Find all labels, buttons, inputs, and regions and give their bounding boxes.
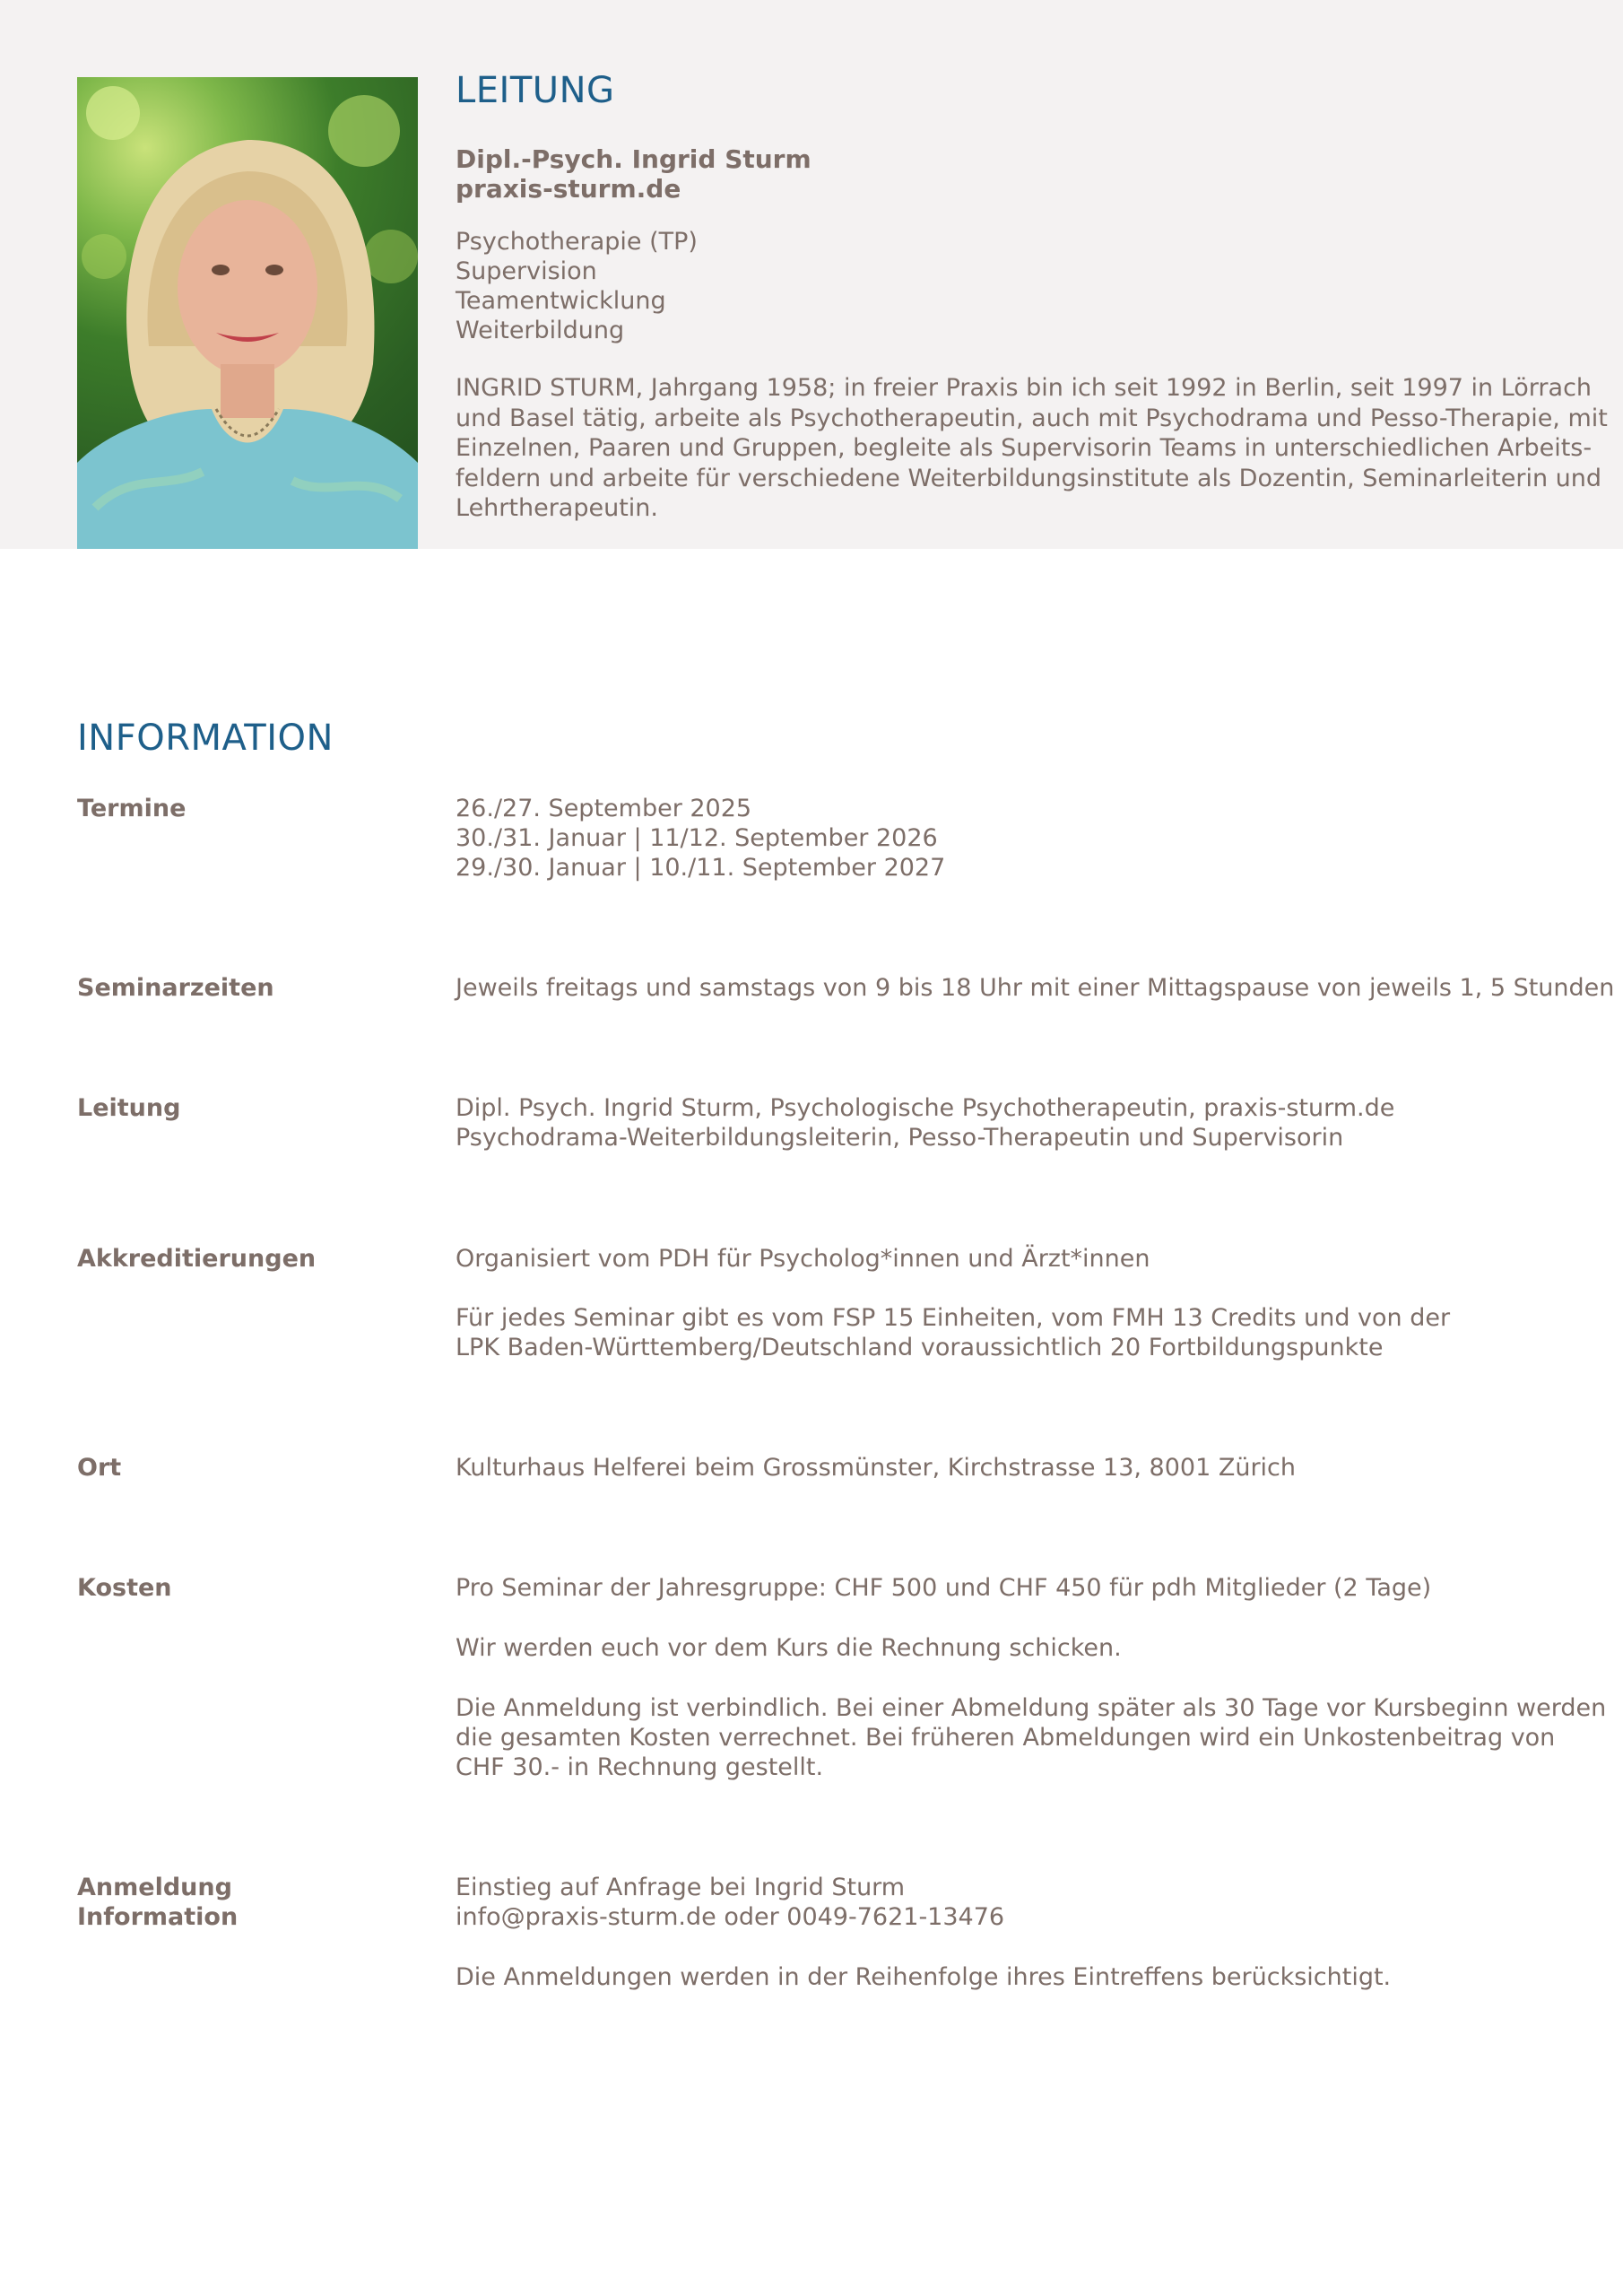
kosten-line: Wir werden euch vor dem Kurs die Rechnung schicken.: [456, 1634, 1122, 1662]
anmeldung-line: Die Anmeldungen werden in der Reihenfolge ihres Eintreffens berücksichtigt.: [456, 1963, 1392, 1991]
kosten-line: CHF 30.- in Rechnung gestellt.: [456, 1753, 824, 1781]
anmeldung-label: [77, 1873, 238, 1932]
service-item: Weiterbildung: [456, 317, 625, 344]
akkreditierungen-line: LPK Baden-Württemberg/Deutschland voraussichtlich 20 Fortbildungspunkte: [456, 1334, 1384, 1361]
seminarzeiten-label: Seminarzeiten: [77, 974, 274, 1002]
anmeldung-label-line: Information: [77, 1903, 239, 1931]
anmeldung-line: Einstieg auf Anfrage bei Ingrid Sturm: [456, 1874, 906, 1901]
ort-line: Kulturhaus Helferei beim Grossmünster, Kirchstrasse 13, 8001 Zürich: [456, 1454, 1297, 1482]
kosten-label: Kosten: [77, 1574, 172, 1602]
service-item: Psychotherapie (TP): [456, 228, 698, 256]
leitung-info-label: Leitung: [77, 1094, 181, 1122]
bio-line: Einzelnen, Paaren und Gruppen, begleite als Supervisorin Teams in unterschiedlichen Arbeits-: [456, 434, 1593, 462]
termine-label: Termine: [77, 795, 187, 822]
anmeldung-contact[interactable]: info@praxis-sturm.de oder 0049-7621-13476: [456, 1903, 1005, 1931]
leitung-website[interactable]: praxis-sturm.de: [456, 174, 681, 204]
ort-label: Ort: [77, 1454, 122, 1482]
information-heading: INFORMATION: [77, 718, 334, 759]
bio-line: Lehrtherapeutin.: [456, 494, 658, 522]
leitung-bio: [456, 373, 1608, 524]
service-item: Teamentwicklung: [456, 287, 666, 315]
bio-line: INGRID STURM, Jahrgang 1958; in freier Praxis bin ich seit 1992 in Berlin, seit 1997 in Lörrach: [456, 374, 1593, 402]
seminarzeiten-line: Jeweils freitags und samstags von 9 bis 18 Uhr mit einer Mittagspause von jeweils 1, 5 Stunden: [456, 974, 1615, 1002]
bio-line: feldern und arbeite für verschiedene Weiterbildungsinstitute als Dozentin, Seminarleiterin und: [456, 464, 1602, 492]
leitung-info-line: Psychodrama-Weiterbildungsleiterin, Pesso-Therapeutin und Supervisorin: [456, 1124, 1344, 1152]
akkreditierungen-line: Für jedes Seminar gibt es vom FSP 15 Einheiten, vom FMH 13 Credits und von der: [456, 1304, 1451, 1332]
bio-line: und Basel tätig, arbeite als Psychotherapeutin, auch mit Psychodrama und Pesso-Therapie, mit: [456, 404, 1608, 432]
kosten-line: die gesamten Kosten verrechnet. Bei früheren Abmeldungen wird ein Unkostenbeitrag von: [456, 1724, 1556, 1752]
termine-line: 30./31. Januar | 11/12. September 2026: [456, 824, 938, 852]
leitung-info-line: Dipl. Psych. Ingrid Sturm, Psychologische Psychotherapeutin, praxis-sturm.de: [456, 1094, 1395, 1122]
leitung-heading: LEITUNG: [456, 70, 615, 111]
leitung-name: Dipl.-Psych. Ingrid Sturm: [456, 144, 812, 174]
termine-line: 29./30. Januar | 10./11. September 2027: [456, 854, 946, 882]
kosten-line: Pro Seminar der Jahresgruppe: CHF 500 und CHF 450 für pdh Mitglieder (2 Tage): [456, 1574, 1432, 1602]
service-item: Supervision: [456, 257, 597, 285]
akkreditierungen-line: Organisiert vom PDH für Psycholog*innen und Ärzt*innen: [456, 1245, 1150, 1273]
anmeldung-label-line: Anmeldung: [77, 1874, 232, 1901]
kosten-line: Die Anmeldung ist verbindlich. Bei einer Abmeldung später als 30 Tage vor Kursbeginn werden: [456, 1694, 1607, 1722]
akkreditierungen-label: Akkreditierungen: [77, 1245, 317, 1273]
termine-line: 26./27. September 2025: [456, 795, 752, 822]
portrait-photo: [77, 77, 418, 549]
